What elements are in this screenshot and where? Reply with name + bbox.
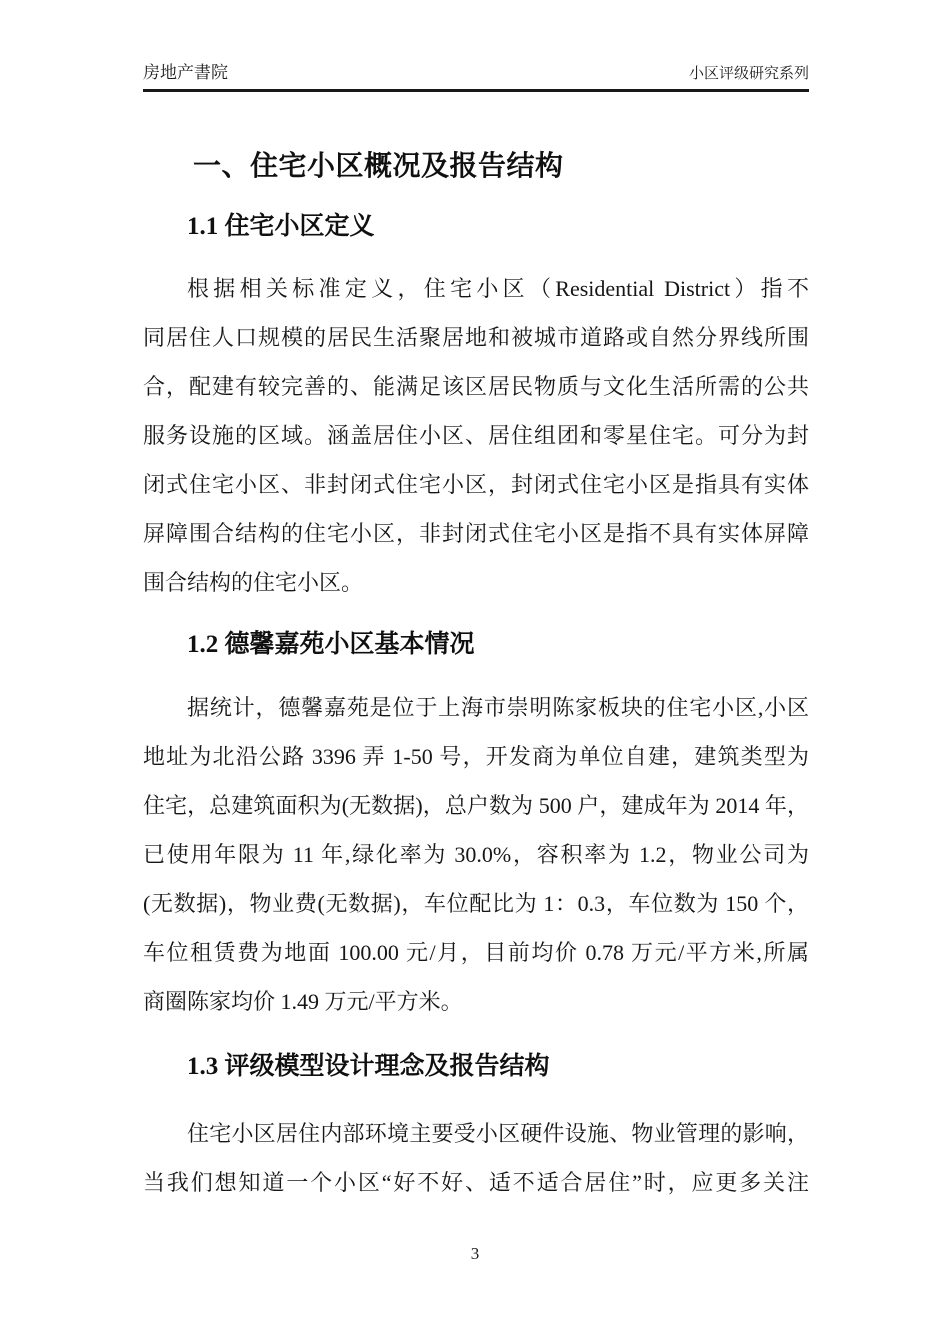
paragraph-line: 据统计，德馨嘉苑是位于上海市崇明陈家板块的住宅小区,小区: [187, 695, 809, 720]
document-body: [143, 0, 809, 1207]
paragraph-line: 同居住人口规模的居民生活聚居地和被城市道路或自然分界线所围: [143, 325, 809, 350]
paragraph-line: 服务设施的区域。涵盖居住小区、居住组团和零星住宅。可分为封: [143, 423, 809, 448]
paragraph-line: 已使用年限为 11 年,绿化率为 30.0%，容积率为 1.2，物业公司为: [143, 842, 809, 867]
paragraph-line: 住宅，总建筑面积为(无数据)，总户数为 500 户，建成年为 2014 年，: [143, 793, 809, 818]
main-heading: 一、住宅小区概况及报告结构: [193, 151, 564, 182]
page-footer: [0, 1242, 950, 1266]
page-number: 3: [470, 1244, 480, 1263]
paragraph-line: 根据相关标准定义，住宅小区（Residential District）指不: [187, 276, 809, 301]
paragraph-line: 合，配建有较完善的、能满足该区居民物质与文化生活所需的公共: [143, 374, 809, 399]
paragraph-line: 围合结构的住宅小区。: [143, 570, 364, 595]
paragraph-1-3: [143, 1109, 809, 1207]
paragraph-line: 住宅小区居住内部环境主要受小区硬件设施、物业管理的影响，: [187, 1121, 809, 1146]
paragraph-line: (无数据)，物业费(无数据)，车位配比为 1：0.3，车位数为 150 个，: [143, 891, 809, 916]
header-left-text: 房地产書院: [143, 63, 228, 82]
paragraph-line: 地址为北沿公路 3396 弄 1-50 号，开发商为单位自建，建筑类型为: [143, 744, 809, 769]
section-heading-1-2: 1.2 德馨嘉苑小区基本情况: [187, 631, 475, 658]
paragraph-line: 商圈陈家均价 1.49 万元/平方米。: [143, 989, 463, 1014]
paragraph-1-1: [143, 264, 809, 607]
paragraph-line: 当我们想知道一个小区“好不好、适不适合居住”时，应更多关注: [143, 1170, 809, 1195]
paragraph-1-2: [143, 683, 809, 1026]
section-heading-1-1: 1.1 住宅小区定义: [187, 213, 375, 240]
header-right-text: 小区评级研究系列: [688, 65, 809, 82]
paragraph-line: 车位租赁费为地面 100.00 元/月，目前均价 0.78 万元/平方米,所属: [143, 940, 809, 965]
section-heading-1-3: 1.3 评级模型设计理念及报告结构: [187, 1053, 550, 1080]
paragraph-line: 屏障围合结构的住宅小区，非封闭式住宅小区是指不具有实体屏障: [143, 521, 809, 546]
paragraph-line: 闭式住宅小区、非封闭式住宅小区，封闭式住宅小区是指具有实体: [143, 472, 809, 497]
